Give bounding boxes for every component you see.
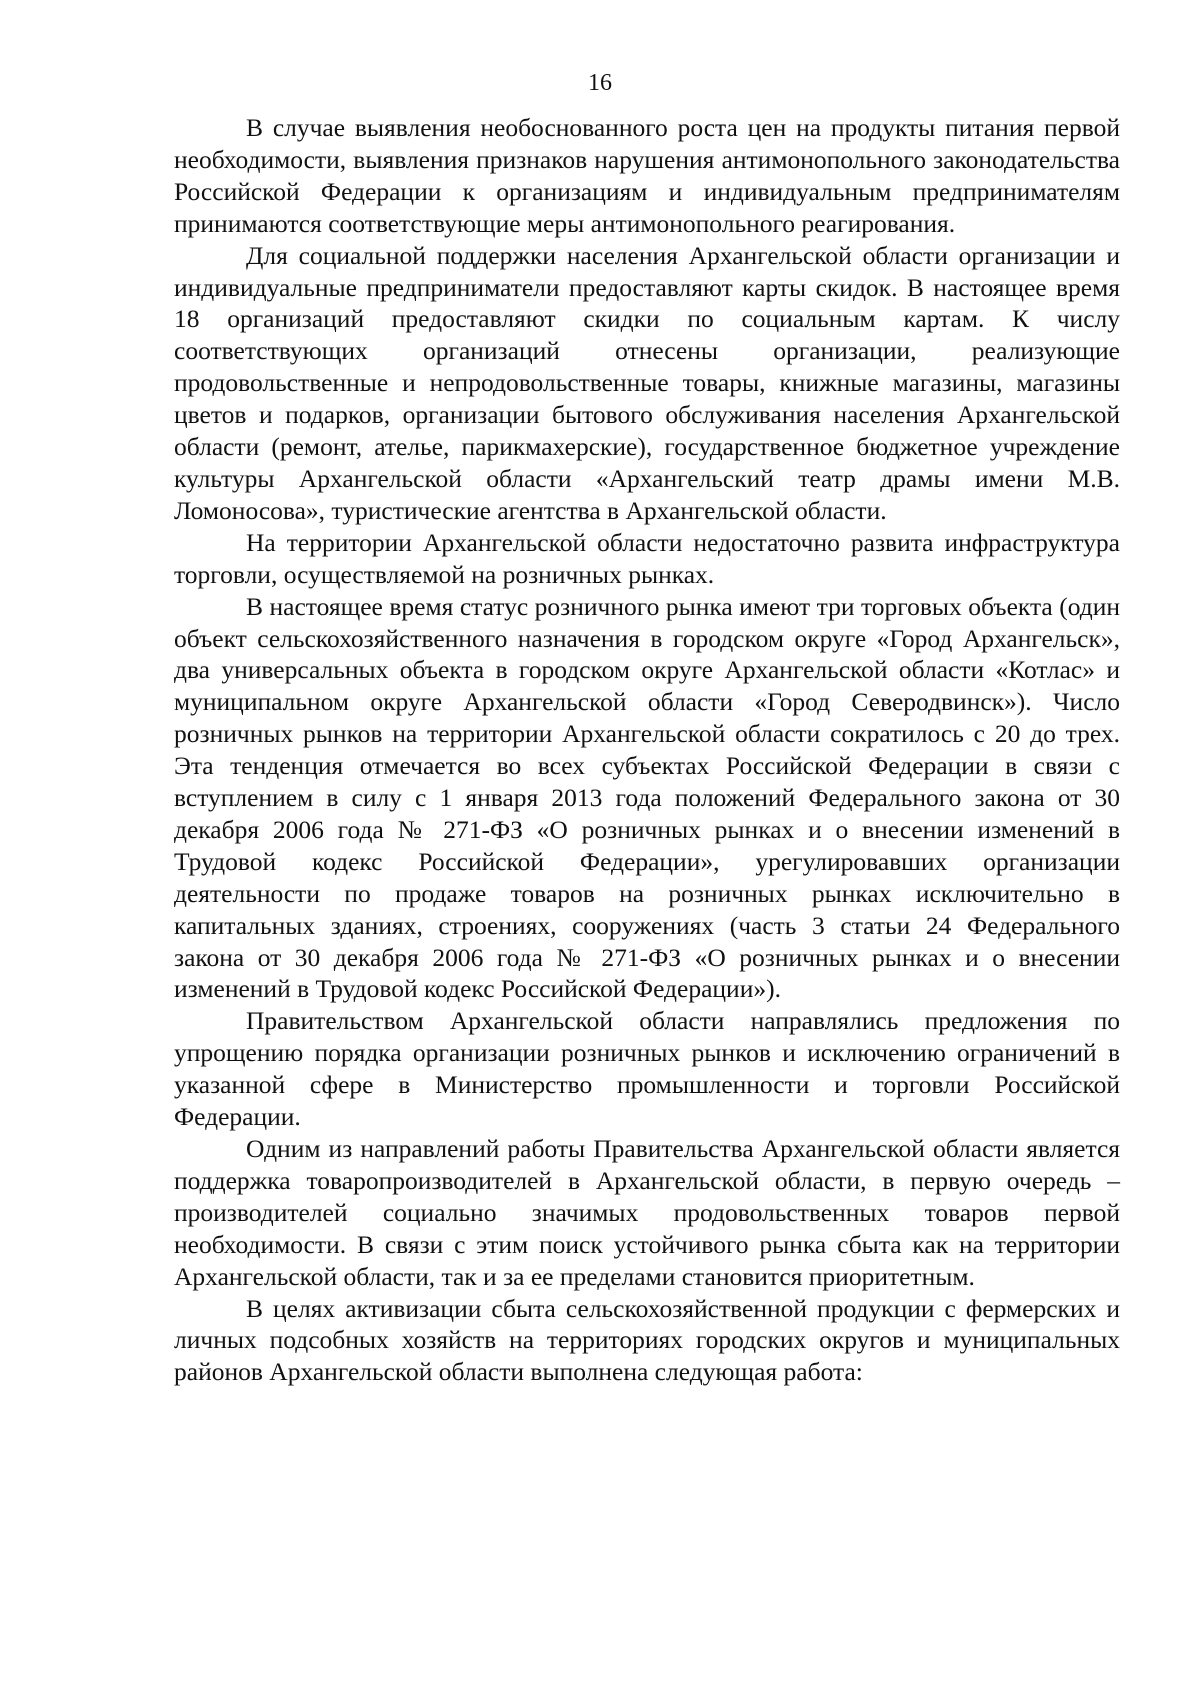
paragraph-discount-cards: Для социальной поддержки населения Архангельской области организации и индивидуальные предприниматели предоставляют карты скидок. В настоящее время 18 организаций предоставляют скидки по социальным картам. К числу соответствующих организаций отнесены организации, реализующие продовольственные и непродовольственные товары, книжные магазины, магазины цветов и подарков, организации бытового обслуживания населения Архангельской области (ремонт, ателье, парикмахерские), государственное бюджетное учреждение культуры Архангельской области «Архангельский театр драмы имени М.В. Ломоносова», туристические агентства в Архангельской области. (174, 240, 1120, 525)
paragraph-price-response: В случае выявления необоснованного роста цен на продукты питания первой необходимости, выявления признаков нарушения антимонопольного законодательства Российской Федерации к организациям и индивидуальным предпринимателям принимаются соответствующие меры антимонопольного реагирования. (174, 113, 1120, 238)
page-number: 16 (588, 70, 612, 96)
paragraph-producer-support: Одним из направлений работы Правительства Архангельской области является поддержка товаропроизводителей в Архангельской области, в первую очередь – производителей социально значимых продовольственных товаров первой необходимости. В связи с этим поиск устойчивого рынка сбыта как на территории Архангельской области, так и за ее пределами становится приоритетным. (174, 1134, 1120, 1291)
paragraph-sales-activation: В целях активизации сбыта сельскохозяйственной продукции с фермерских и личных подсобных хозяйств на территориях городских округов и муниципальных районов Архангельской области выполнена следующая работа: (174, 1293, 1120, 1387)
document-body (174, 112, 1120, 1388)
paragraph-government-proposals: Правительством Архангельской области направлялись предложения по упрощению порядка организации розничных рынков и исключению ограничений в указанной сфере в Министерство промышленности и торговли Российской Федерации. (174, 1006, 1120, 1132)
paragraph-market-infrastructure: На территории Архангельской области недостаточно развита инфраструктура торговли, осуществляемой на розничных рынках. (174, 527, 1120, 589)
paragraph-retail-markets-status: В настоящее время статус розничного рынка имеют три торговых объекта (один объект сельскохозяйственного назначения в городском округе «Город Архангельск», два универсальных объекта в городском округе Архангельской области «Котлас» и муниципальном округе Архангельской области «Город Северодвинск»). Число розничных рынков на территории Архангельской области сократилось с 20 до трех. Эта тенденция отмечается во всех субъектах Российской Федерации в связи с вступлением в силу с 1 января 2013 года положений Федерального закона от 30 декабря 2006 года № 271-ФЗ «О розничных рынках и о внесении изменений в Трудовой кодекс Российской Федерации», урегулировавших организации деятельности по продаже товаров на розничных рынках исключительно в капитальных зданиях, строениях, сооружениях (часть 3 статьи 24 Федерального закона от 30 декабря 2006 года № 271-ФЗ «О розничных рынках и о внесении изменений в Трудовой кодекс Российской Федерации»). (174, 591, 1120, 1004)
